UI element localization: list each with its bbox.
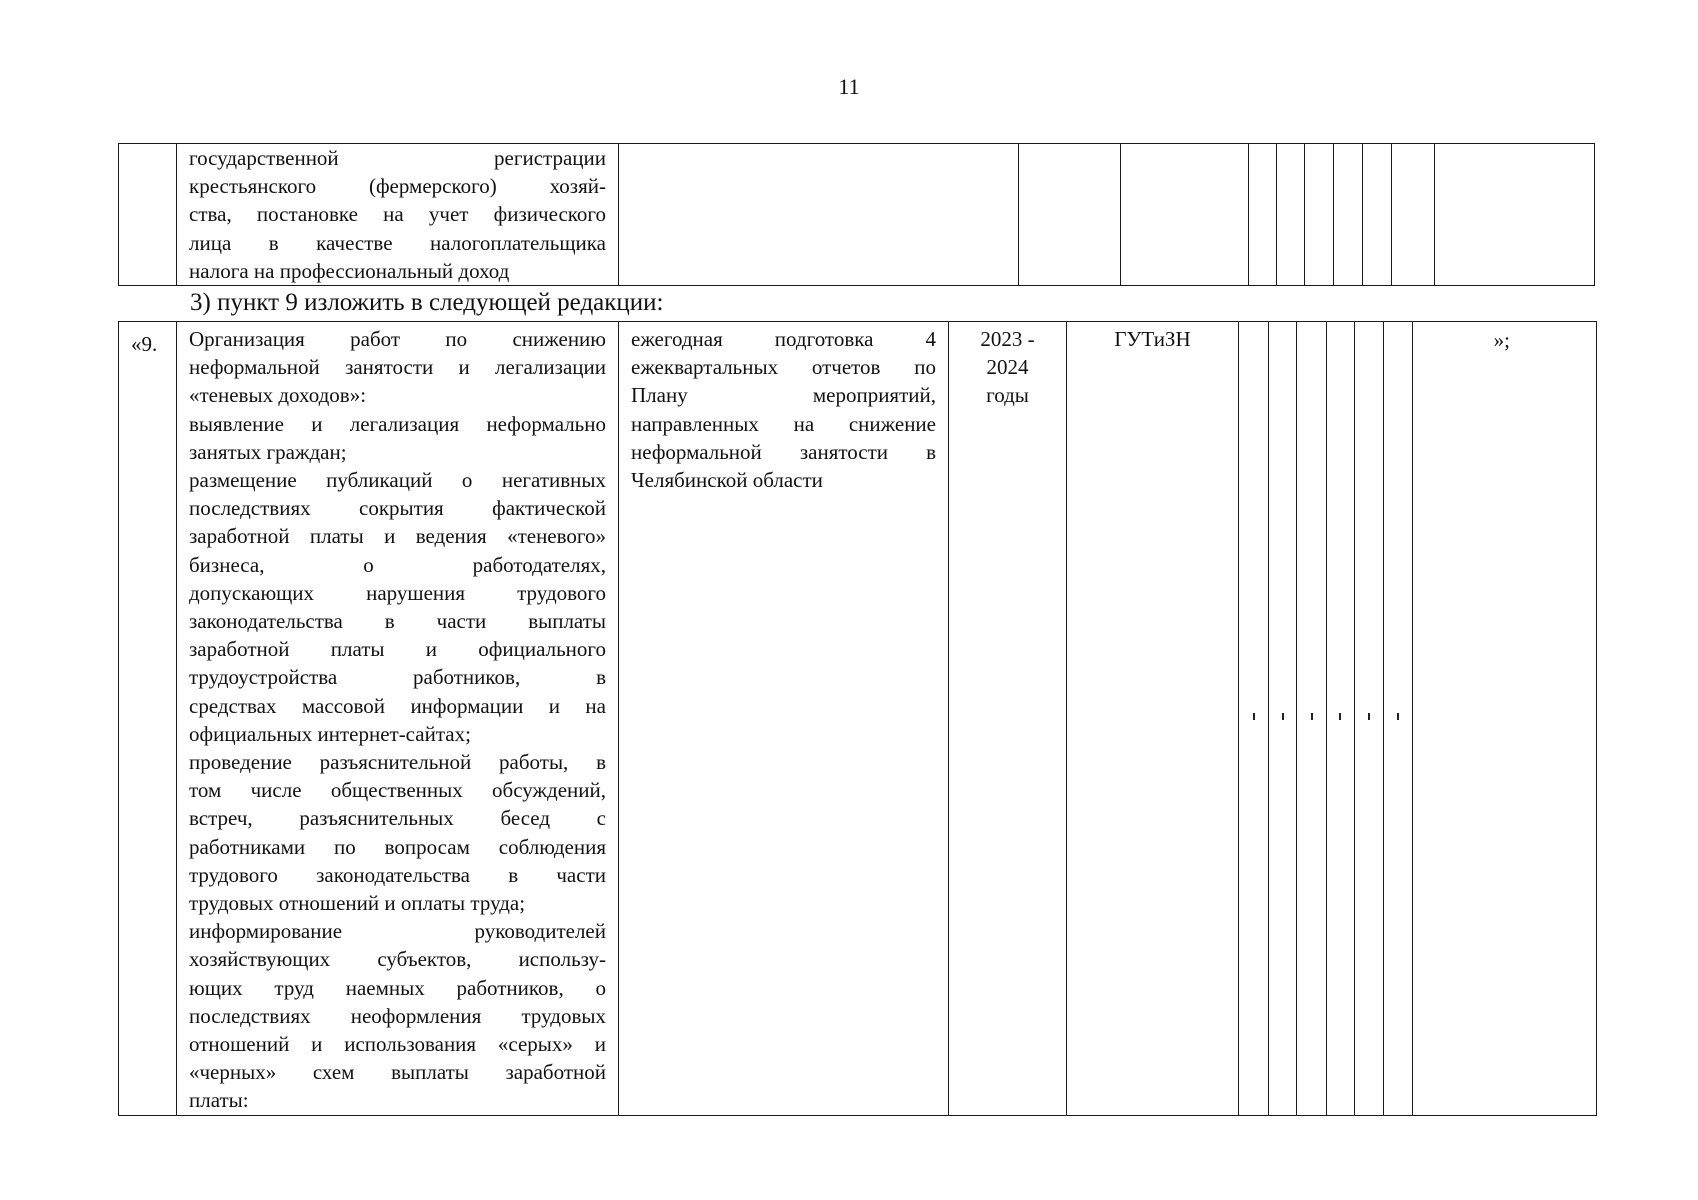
result-line: неформальной занятости в [631,439,936,464]
description-line: встреч, разъяснительных бесед с [189,806,606,831]
result-line: ежегодная подготовка 4 [631,327,936,351]
top-result-cell [619,144,1019,286]
description-line: последствиях сокрытия фактической [189,496,606,521]
tick-mark [1339,713,1341,720]
top-text-line: крестьянского (фермерского) хозяй- [189,174,606,199]
description-line: информирование руководителей [189,919,606,944]
top-text-line: налога на профессиональный доход [189,258,510,283]
description-line: проведение разъяснительной работы, в [189,750,606,775]
main-table [118,321,1597,1116]
top-text-line: лица в качестве налогоплательщика [189,230,606,255]
row-executor-cell: ГУТиЗН [1067,322,1239,1116]
top-last-cell [1435,144,1595,286]
period-line: 2024 [986,355,1029,380]
period-line: 2023 - [980,327,1035,351]
description-line: законодательства в части выплаты [189,609,606,634]
description-line: заработной платы и ведения «теневого» [189,524,606,549]
description-line: трудовых отношений и оплаты труда; [189,891,526,916]
description-line: трудоустройства работников, в [189,665,606,690]
description-line: ющих труд наемных работников, о [189,975,606,1000]
tick-mark [1311,713,1313,720]
top-number-cell [119,144,177,286]
description-line: выявление и легализация неформально [189,411,606,436]
period-line: годы [986,383,1029,408]
top-text-line: государственной регистрации [189,146,606,170]
row-number-cell: «9. [119,322,177,1116]
top-period-cell [1019,144,1121,286]
description-line: средствах массовой информации и на [189,693,606,718]
description-line: размещение публикаций о негативных [189,468,606,493]
top-table [118,143,1595,286]
result-line: Челябинской области [631,468,823,493]
result-line: направленных на снижение [631,411,936,436]
top-narrow-cell [1277,144,1305,286]
description-line: неформальной занятости и легализации [189,355,606,380]
top-narrow-cell [1249,144,1277,286]
page-number: 11 [838,74,860,99]
tick-mark [1368,713,1370,720]
description-line: заработной платы и официального [189,637,606,662]
description-line: «теневых доходов»: [189,383,367,408]
top-text-line: ства, постановке на учет физического [189,202,606,227]
tick-mark [1253,713,1255,720]
description-line: работниками по вопросам соблюдения [189,834,606,859]
description-line: «черных» схем выплаты заработной [189,1060,606,1085]
description-line: официальных интернет-сайтах; [189,721,471,746]
description-line: бизнеса, о работодателях, [189,552,606,577]
description-line: хозяйствующих субъектов, использу- [189,947,606,972]
description-line: Организация работ по снижению [189,327,606,351]
result-line: ежеквартальных отчетов по [631,355,936,380]
amendment-intro: 3) пункт 9 изложить в следующей редакции: [190,289,664,316]
description-line: отношений и использования «серых» и [189,1032,606,1057]
top-narrow-cell [1305,144,1334,286]
description-line: занятых граждан; [189,439,347,464]
row-result-cell [619,322,949,1116]
result-line: Плану мероприятий, [631,383,936,408]
description-line: том числе общественных обсуждений, [189,778,606,803]
top-narrow-cell [1334,144,1363,286]
description-line: допускающих нарушения трудового [189,580,606,605]
row-description-cell [177,322,619,1116]
tick-mark [1397,713,1399,720]
description-line: последствиях неоформления трудовых [189,1003,606,1028]
description-line: трудового законодательства в части [189,862,606,887]
top-executor-cell [1121,144,1249,286]
top-narrow-cell [1363,144,1392,286]
description-line: платы: [189,1088,249,1113]
row-period-cell [949,322,1067,1116]
top-narrow-cell [1392,144,1435,286]
tick-mark [1282,713,1284,720]
top-description-cell [177,144,619,286]
row-closing-cell: »; [1413,322,1597,1116]
